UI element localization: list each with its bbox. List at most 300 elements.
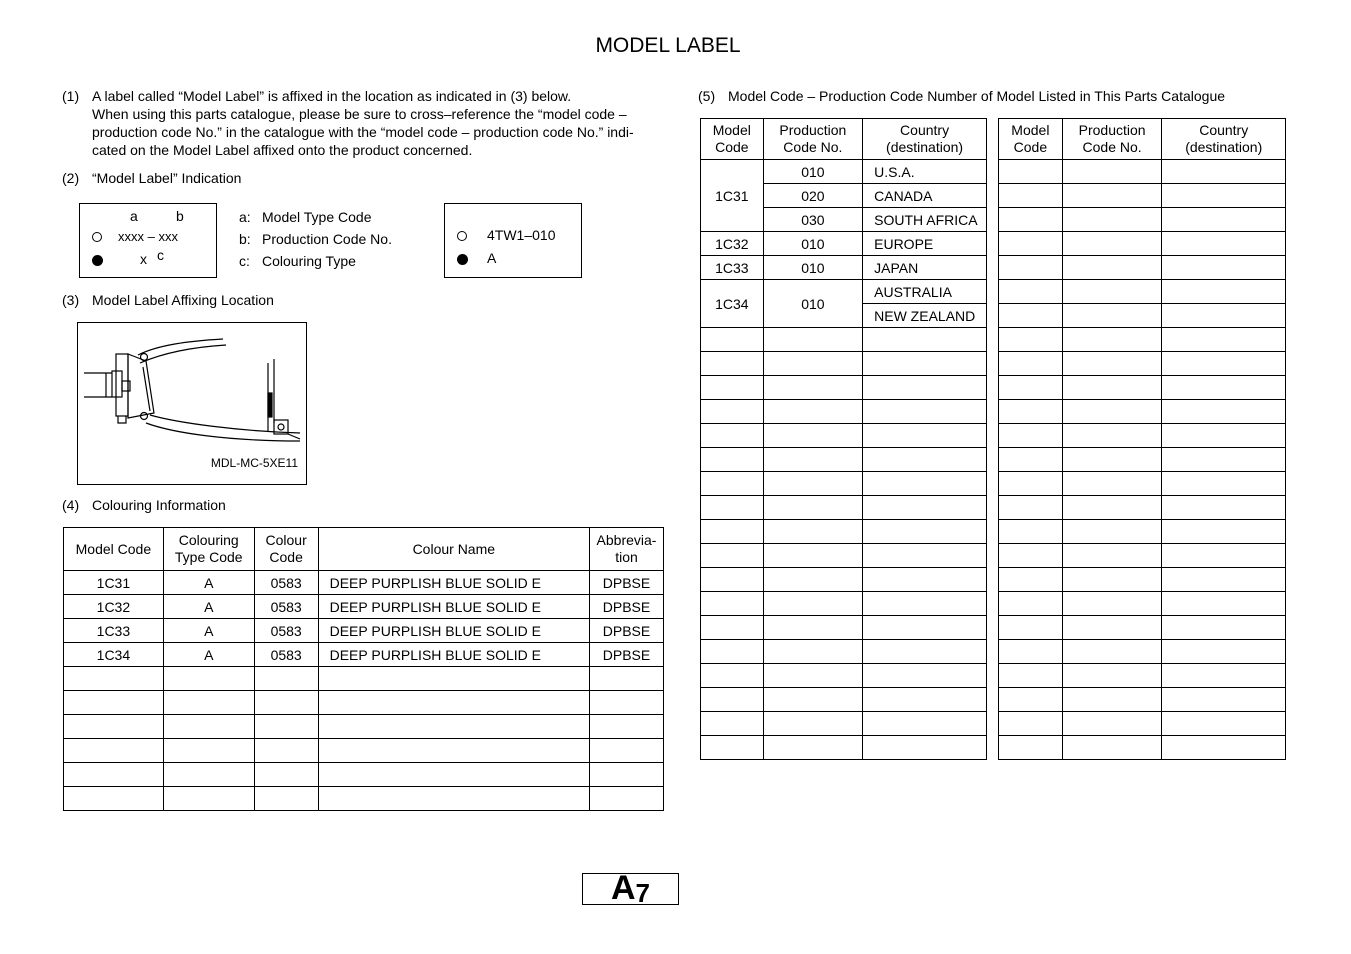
table-row (999, 544, 1286, 568)
filled-circle-icon (92, 255, 103, 266)
table-cell (999, 376, 1063, 400)
table-cell (318, 667, 589, 691)
table-row (999, 304, 1286, 328)
table-cell (163, 763, 254, 787)
table-header-row (64, 528, 664, 571)
table-row (999, 472, 1286, 496)
column-header: Colour Code (254, 528, 318, 571)
table-cell: A (163, 595, 254, 619)
table-row (64, 763, 664, 787)
table-cell (701, 688, 764, 712)
table-cell (318, 691, 589, 715)
table-cell (863, 376, 987, 400)
table-cell: DPBSE (590, 643, 664, 667)
table-cell (1062, 352, 1162, 376)
legend-key: b: (239, 231, 251, 247)
label-c: c (157, 247, 164, 263)
table-cell (863, 448, 987, 472)
section-1-text (92, 87, 634, 159)
table-cell (1062, 256, 1162, 280)
country-cell: U.S.A. (863, 160, 987, 184)
column-header: Production Code No. (1062, 119, 1162, 160)
table-cell (999, 280, 1063, 304)
table-cell: 1C31 (64, 571, 164, 595)
table-row (999, 376, 1286, 400)
table-cell (1162, 448, 1286, 472)
production-code-cell: 020 (763, 184, 863, 208)
affixing-location-figure (77, 322, 307, 485)
legend-text: Model Type Code (262, 209, 372, 225)
column-header: Model Code (64, 528, 164, 571)
table-cell (1162, 568, 1286, 592)
page-digit: 7 (635, 878, 651, 908)
column-header: Colouring Type Code (163, 528, 254, 571)
section-2-heading (62, 169, 662, 189)
table-cell (64, 715, 164, 739)
table-cell (863, 568, 987, 592)
table-cell (1162, 400, 1286, 424)
table-cell (64, 667, 164, 691)
table-row (999, 208, 1286, 232)
table-cell: 1C32 (64, 595, 164, 619)
table-row (701, 616, 987, 640)
table-cell (1162, 472, 1286, 496)
section-4-title: Colouring Information (92, 497, 226, 513)
section-5-heading (698, 87, 1298, 107)
table-cell (999, 208, 1063, 232)
table-cell (999, 616, 1063, 640)
table-cell (999, 664, 1063, 688)
section-4-number: (4) (62, 497, 80, 513)
table-row (999, 712, 1286, 736)
table-row (701, 328, 987, 352)
table-cell (1162, 256, 1286, 280)
production-code-table-left (700, 118, 987, 760)
table-row (999, 184, 1286, 208)
table-cell: DEEP PURPLISH BLUE SOLID E (318, 595, 589, 619)
legend-key: a: (239, 209, 251, 225)
table-cell (763, 472, 863, 496)
table-cell (763, 352, 863, 376)
table-cell (763, 448, 863, 472)
table-cell: A (163, 619, 254, 643)
table-row (701, 352, 987, 376)
table-cell (590, 691, 664, 715)
table-row (999, 496, 1286, 520)
table-cell (1162, 304, 1286, 328)
table-cell (863, 664, 987, 688)
table-cell (999, 328, 1063, 352)
table-cell (1162, 376, 1286, 400)
country-cell: CANADA (863, 184, 987, 208)
table-cell: 0583 (254, 595, 318, 619)
table-cell (1062, 400, 1162, 424)
table-cell: DEEP PURPLISH BLUE SOLID E (318, 619, 589, 643)
table-cell (763, 688, 863, 712)
section-1-number: (1) (62, 88, 80, 104)
table-row (701, 160, 987, 184)
table-row (999, 256, 1286, 280)
table-cell (701, 736, 764, 760)
table-cell (1062, 280, 1162, 304)
model-code-cell: 1C31 (701, 160, 764, 232)
label-a: a (130, 208, 138, 224)
table-cell (1162, 712, 1286, 736)
legend-item (239, 206, 392, 228)
table-row (999, 160, 1286, 184)
table-row (701, 400, 987, 424)
column-header: Model Code (701, 119, 764, 160)
table-row (999, 664, 1286, 688)
table-cell (254, 691, 318, 715)
table-row (701, 544, 987, 568)
table-cell (1062, 328, 1162, 352)
production-code-cell: 010 (763, 160, 863, 184)
table-cell (701, 568, 764, 592)
table-cell (590, 787, 664, 811)
table-cell (163, 787, 254, 811)
table-cell (863, 736, 987, 760)
table-row (701, 688, 987, 712)
table-cell (1062, 496, 1162, 520)
label-legend (239, 206, 392, 272)
table-cell (763, 496, 863, 520)
table-cell: 1C34 (64, 643, 164, 667)
table-row (701, 472, 987, 496)
table-cell (763, 424, 863, 448)
section-3-heading (62, 291, 662, 311)
page-letter: A (610, 869, 636, 907)
country-cell: AUSTRALIA (863, 280, 987, 304)
table-cell (1062, 208, 1162, 232)
table-cell (1062, 520, 1162, 544)
filled-circle-icon (457, 254, 468, 265)
table-row (64, 619, 664, 643)
table-cell (1162, 160, 1286, 184)
table-cell (64, 787, 164, 811)
table-cell (999, 496, 1063, 520)
table-cell (1162, 520, 1286, 544)
table-row (64, 571, 664, 595)
table-cell (863, 520, 987, 544)
table-row (999, 280, 1286, 304)
label-code-placeholder: xxxx – xxx (118, 229, 178, 244)
table-cell (863, 400, 987, 424)
colouring-information-table (63, 527, 664, 811)
table-cell (1162, 208, 1286, 232)
table-cell (64, 691, 164, 715)
section-5-title: Model Code – Production Code Number of Model Listed in This Parts Catalogue (728, 88, 1226, 104)
table-row (999, 328, 1286, 352)
table-cell (763, 328, 863, 352)
page-number (582, 869, 679, 908)
section-1-line: production code No.” in the catalogue with the “model code – production code No.” indi- (92, 124, 634, 140)
table-cell (863, 496, 987, 520)
table-cell (999, 256, 1063, 280)
table-row (701, 376, 987, 400)
table-row (999, 352, 1286, 376)
table-row (64, 787, 664, 811)
table-cell (1062, 664, 1162, 688)
section-5-number: (5) (698, 88, 716, 104)
section-2-title: “Model Label” Indication (92, 170, 242, 186)
table-cell (701, 472, 764, 496)
table-cell (863, 616, 987, 640)
table-cell (64, 739, 164, 763)
table-row (999, 640, 1286, 664)
table-cell (64, 763, 164, 787)
table-row (64, 691, 664, 715)
table-cell (701, 592, 764, 616)
table-cell (590, 667, 664, 691)
country-cell: NEW ZEALAND (863, 304, 987, 328)
figure-caption: MDL-MC-5XE11 (210, 456, 298, 470)
production-code-table-right (998, 118, 1286, 760)
table-cell (999, 520, 1063, 544)
table-cell (863, 472, 987, 496)
table-header-row (999, 119, 1286, 160)
table-row (701, 424, 987, 448)
table-row (999, 520, 1286, 544)
table-cell (254, 715, 318, 739)
table-row (999, 592, 1286, 616)
table-row (64, 715, 664, 739)
table-row (999, 232, 1286, 256)
table-cell (1062, 592, 1162, 616)
table-cell: A (163, 571, 254, 595)
table-cell (1062, 736, 1162, 760)
table-cell (1062, 424, 1162, 448)
table-cell: DEEP PURPLISH BLUE SOLID E (318, 643, 589, 667)
table-cell (1162, 232, 1286, 256)
section-2-number: (2) (62, 170, 80, 186)
legend-text: Colouring Type (262, 253, 356, 269)
table-cell: 0583 (254, 643, 318, 667)
table-row (701, 712, 987, 736)
table-cell (318, 787, 589, 811)
table-cell (999, 544, 1063, 568)
table-row (999, 736, 1286, 760)
column-header: Production Code No. (763, 119, 863, 160)
table-cell (701, 544, 764, 568)
table-cell (701, 424, 764, 448)
table-cell (701, 400, 764, 424)
table-row (701, 280, 987, 304)
table-cell (1162, 592, 1286, 616)
table-cell (1062, 232, 1162, 256)
production-code-cell: 010 (763, 232, 863, 256)
table-cell (1062, 304, 1162, 328)
table-cell (1162, 616, 1286, 640)
table-cell (1162, 184, 1286, 208)
table-cell (1162, 664, 1286, 688)
table-cell (999, 232, 1063, 256)
table-cell (1162, 352, 1286, 376)
legend-text: Production Code No. (262, 231, 392, 247)
table-cell (254, 667, 318, 691)
production-code-cell: 010 (763, 280, 863, 328)
table-cell (863, 352, 987, 376)
table-cell (999, 712, 1063, 736)
table-cell (763, 376, 863, 400)
table-cell (763, 736, 863, 760)
table-cell (1062, 544, 1162, 568)
table-cell (254, 739, 318, 763)
model-code-cell: 1C32 (701, 232, 764, 256)
table-cell (701, 448, 764, 472)
table-cell: 0583 (254, 619, 318, 643)
table-cell (1062, 568, 1162, 592)
table-row (999, 448, 1286, 472)
table-row (999, 424, 1286, 448)
table-cell (763, 640, 863, 664)
table-row (701, 256, 987, 280)
table-cell (863, 424, 987, 448)
table-cell (254, 787, 318, 811)
table-cell (1162, 688, 1286, 712)
table-cell (163, 667, 254, 691)
table-cell (1062, 376, 1162, 400)
table-row (701, 568, 987, 592)
table-cell (863, 544, 987, 568)
table-cell (1062, 160, 1162, 184)
table-cell (163, 691, 254, 715)
table-cell: 0583 (254, 571, 318, 595)
table-row (999, 616, 1286, 640)
table-cell (318, 715, 589, 739)
table-cell: A (163, 643, 254, 667)
table-cell (163, 715, 254, 739)
table-cell (863, 712, 987, 736)
table-cell (590, 715, 664, 739)
section-3-title: Model Label Affixing Location (92, 292, 274, 308)
table-cell (318, 763, 589, 787)
table-row (999, 400, 1286, 424)
table-cell (999, 304, 1063, 328)
production-code-cell: 010 (763, 256, 863, 280)
table-cell (763, 616, 863, 640)
model-label-example (444, 203, 582, 278)
table-cell (763, 520, 863, 544)
table-row (701, 496, 987, 520)
table-row (701, 232, 987, 256)
table-cell (1062, 184, 1162, 208)
table-cell (163, 739, 254, 763)
table-cell (701, 664, 764, 688)
table-row (701, 736, 987, 760)
table-cell (1062, 448, 1162, 472)
table-cell: DPBSE (590, 595, 664, 619)
table-cell (1062, 712, 1162, 736)
table-cell (763, 664, 863, 688)
table-row (701, 448, 987, 472)
section-1-line: A label called “Model Label” is affixed in the location as indicated in (3) below. (92, 88, 572, 104)
table-cell (999, 160, 1063, 184)
table-cell (1062, 688, 1162, 712)
table-cell (701, 352, 764, 376)
table-cell (590, 739, 664, 763)
column-header: Model Code (999, 119, 1063, 160)
table-row (999, 688, 1286, 712)
table-cell (701, 640, 764, 664)
section-4-heading (62, 496, 662, 516)
table-cell (1162, 424, 1286, 448)
column-header: Country (destination) (1162, 119, 1286, 160)
legend-item (239, 250, 392, 272)
table-cell (701, 376, 764, 400)
table-cell: DPBSE (590, 571, 664, 595)
table-cell (1062, 640, 1162, 664)
label-x: x (140, 251, 147, 267)
table-cell (999, 448, 1063, 472)
table-cell (701, 712, 764, 736)
table-row (701, 664, 987, 688)
country-cell: EUROPE (863, 232, 987, 256)
table-cell (999, 352, 1063, 376)
table-cell: DPBSE (590, 619, 664, 643)
table-cell (763, 592, 863, 616)
table-cell (999, 568, 1063, 592)
model-label-template (79, 203, 217, 278)
table-row (64, 739, 664, 763)
table-cell (999, 640, 1063, 664)
open-circle-icon (92, 232, 102, 242)
production-code-cell: 030 (763, 208, 863, 232)
table-cell (999, 424, 1063, 448)
table-cell (999, 184, 1063, 208)
table-cell (1162, 640, 1286, 664)
table-row (701, 592, 987, 616)
table-cell (863, 688, 987, 712)
table-row (64, 643, 664, 667)
country-cell: JAPAN (863, 256, 987, 280)
section-3-number: (3) (62, 292, 80, 308)
table-header-row (701, 119, 987, 160)
table-row (64, 667, 664, 691)
table-cell (701, 616, 764, 640)
column-header: Country (destination) (863, 119, 987, 160)
table-cell: 1C33 (64, 619, 164, 643)
table-row (701, 520, 987, 544)
table-row (701, 640, 987, 664)
table-row (999, 568, 1286, 592)
column-header: Abbrevia- tion (590, 528, 664, 571)
table-cell (1162, 280, 1286, 304)
table-cell (701, 496, 764, 520)
legend-item (239, 228, 392, 250)
table-cell (1162, 328, 1286, 352)
table-cell (863, 328, 987, 352)
table-cell (1162, 736, 1286, 760)
table-cell: DEEP PURPLISH BLUE SOLID E (318, 571, 589, 595)
table-cell (701, 520, 764, 544)
model-code-cell: 1C33 (701, 256, 764, 280)
table-cell (318, 739, 589, 763)
table-cell (999, 736, 1063, 760)
open-circle-icon (457, 231, 467, 241)
table-cell (590, 763, 664, 787)
column-header: Colour Name (318, 528, 589, 571)
table-cell (701, 328, 764, 352)
model-code-cell: 1C34 (701, 280, 764, 328)
section-1-line: When using this parts catalogue, please be sure to cross–reference the “model code – (92, 106, 627, 122)
country-cell: SOUTH AFRICA (863, 208, 987, 232)
table-cell (763, 712, 863, 736)
table-cell (999, 592, 1063, 616)
table-cell (1062, 472, 1162, 496)
table-cell (763, 544, 863, 568)
table-cell (999, 688, 1063, 712)
